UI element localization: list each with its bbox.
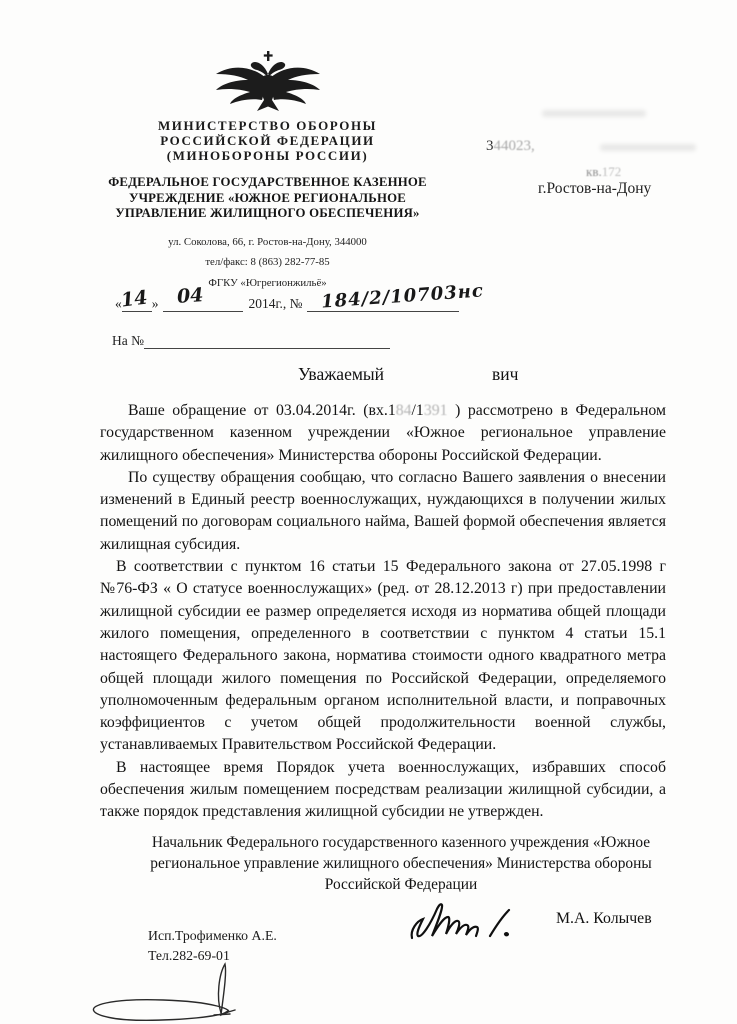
organization-name-line1: ФЕДЕРАЛЬНОЕ ГОСУДАРСТВЕННОЕ КАЗЕННОЕ bbox=[108, 175, 427, 189]
handwritten-paraph-icon bbox=[82, 960, 277, 1024]
organization-name bbox=[95, 175, 440, 222]
p1-text: ) рассмотрено в Федеральном государственном казенном учреждении «Южное региональное управление жилищного обеспечения» Министерства обороны Российской Федерации. bbox=[100, 402, 666, 464]
postcode-first-digit: 3 bbox=[486, 138, 494, 154]
signer-title-line2: региональное управление жилищного обеспечения» Министерства обороны bbox=[150, 855, 652, 872]
letterhead bbox=[95, 50, 440, 289]
ministry-name bbox=[95, 118, 440, 163]
ministry-name-line2: РОССИЙСКОЙ ФЕДЕРАЦИИ bbox=[160, 133, 375, 148]
handwritten-outgoing-number: 184/2/10703нс bbox=[320, 280, 485, 313]
handwritten-day: 14 bbox=[119, 286, 149, 312]
salutation bbox=[298, 364, 518, 385]
paragraph-3: В соответствии с пунктом 16 статьи 15 Федерального закона от 27.05.1998 г №76-ФЗ « О статусе военнослужащих» (ред. от 28.12.2013 г) при предоставлении жилищной субсидии ее размер определяется исходя из норматива общей площади жилого помещения, определенного в соответствии с пунктом 4 статьи 15.1 настоящего Федерального закона, норматива стоимости одного квадратного метра общей площади жилого помещения по Российской Федерации, определяемого уполномоченным федеральным органом исполнительной власти, и поправочных коэффициентов с учетом общей продолжительности военной службы, устанавливаемых Правительством Российской Федерации. bbox=[100, 558, 666, 754]
organization-address: ул. Соколова, 66, г. Ростов-на-Дону, 344000 bbox=[168, 235, 367, 248]
salutation-greeting: Уважаемый bbox=[298, 364, 385, 384]
redaction-smudge bbox=[542, 110, 646, 117]
p1-faded-ref: 391 bbox=[423, 402, 448, 419]
p1-text: Ваше обращение от 03.04.2014г. (вх.1 bbox=[128, 402, 396, 419]
ministry-of-defense-eagle-icon bbox=[212, 50, 324, 114]
signer-title-block bbox=[118, 832, 684, 895]
reply-reference-underline bbox=[144, 334, 390, 349]
apartment-number: 172 bbox=[601, 164, 622, 179]
organization-short-name: ФГКУ «Югрегионжильё» bbox=[208, 276, 327, 289]
open-quote: « bbox=[115, 296, 122, 311]
signature-icon bbox=[408, 898, 534, 946]
paragraph-4: В настоящее время Порядок учета военнослужащих, избравших способ обеспечения жилым помещением посредствам реализации жилищной субсидии, а также порядок представления жилищной субсидии не утвержден. bbox=[100, 758, 666, 821]
executor-phone: Тел.282-69-01 bbox=[148, 948, 230, 963]
letter-body bbox=[100, 400, 666, 824]
organization-name-line2: УЧРЕЖДЕНИЕ «ЮЖНОЕ РЕГИОНАЛЬНОЕ bbox=[128, 190, 406, 205]
p1-faded-ref: 84 bbox=[395, 402, 412, 419]
year-label: 2014г., № bbox=[248, 296, 303, 311]
redaction-smudge bbox=[600, 144, 696, 151]
signer-title-line3: Российской Федерации bbox=[324, 876, 478, 893]
handwritten-month: 04 bbox=[176, 284, 205, 308]
signer-name: М.А. Колычев bbox=[556, 910, 652, 927]
recipient-postcode bbox=[486, 138, 535, 155]
recipient-city: г.Ростов-на-Дону bbox=[538, 180, 652, 197]
paragraph-1 bbox=[100, 400, 666, 467]
ministry-name-line1: МИНИСТЕРСТВО ОБОРОНЫ bbox=[157, 118, 378, 133]
ministry-name-line3: (МИНОБОРОНЫ РОССИИ) bbox=[166, 148, 369, 163]
reply-reference-line bbox=[112, 333, 390, 349]
executor-name: Исп.Трофименко А.Е. bbox=[148, 928, 277, 943]
postcode-rest: 44023, bbox=[493, 138, 535, 154]
salutation-name-ending: вич bbox=[492, 364, 519, 384]
organization-name-line3: УПРАВЛЕНИЕ ЖИЛИЩНОГО ОБЕСПЕЧЕНИЯ» bbox=[115, 206, 420, 220]
organization-phone: тел/факс: 8 (863) 282-77-85 bbox=[205, 255, 330, 268]
signer-title-line1: Начальник Федерального государственного казенного учреждения «Южное bbox=[151, 834, 651, 851]
p1-text: /1 bbox=[411, 402, 424, 419]
close-quote: » bbox=[151, 296, 159, 311]
paragraph-2: По существу обращения сообщаю, что согласно Вашего заявления о внесении изменений в Единый реестр военнослужащих, нуждающихся в получении жилых помещений по договорам социального найма, Вашей формой обеспечения является жилищная субсидия. bbox=[100, 468, 666, 553]
apartment-label: кв. bbox=[586, 164, 602, 179]
recipient-apartment bbox=[586, 164, 621, 180]
reply-reference-label: На № bbox=[112, 333, 144, 348]
